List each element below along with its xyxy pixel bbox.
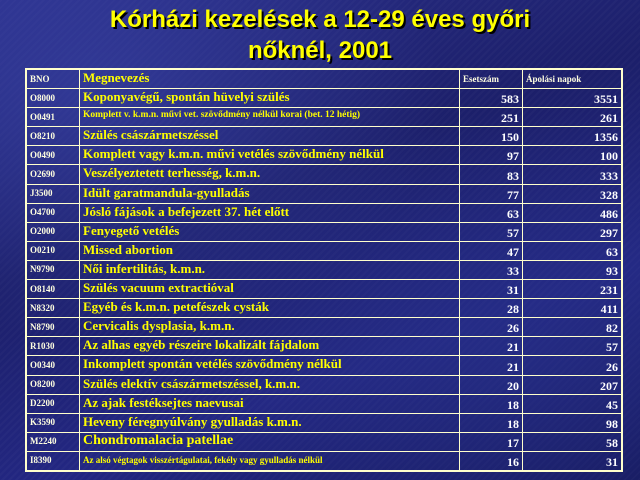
bno-cell: O8000 bbox=[27, 89, 80, 108]
slide-title-line-1: Kórházi kezelések a 12-29 éves győri bbox=[109, 6, 531, 33]
days-cell: 1356 bbox=[523, 127, 622, 146]
table-row bbox=[27, 184, 622, 203]
days-cell: 328 bbox=[523, 184, 622, 203]
bno-cell: J3500 bbox=[27, 184, 80, 203]
table-row bbox=[27, 241, 622, 260]
name-cell: Az alhas egyéb részeire lokalizált fájdalom bbox=[80, 337, 460, 356]
table-row bbox=[27, 375, 622, 394]
bno-cell: D2200 bbox=[27, 394, 80, 413]
name-cell: Jósló fájások a befejezett 37. hét előtt bbox=[80, 203, 460, 222]
name-cell: Idült garatmandula-gyulladás bbox=[80, 184, 460, 203]
table-row bbox=[27, 394, 622, 413]
name-cell: Inkomplett spontán vetélés szövődmény nélkül bbox=[80, 356, 460, 375]
cases-cell: 26 bbox=[460, 318, 523, 337]
cases-cell: 21 bbox=[460, 356, 523, 375]
cases-cell: 150 bbox=[460, 127, 523, 146]
name-cell: Veszélyeztetett terhesség, k.m.n. bbox=[80, 165, 460, 184]
bno-cell: M2240 bbox=[27, 432, 80, 451]
cases-cell: 21 bbox=[460, 337, 523, 356]
name-cell: Az ajak festéksejtes naevusai bbox=[80, 394, 460, 413]
table-row bbox=[27, 127, 622, 146]
cases-cell: 57 bbox=[460, 222, 523, 241]
cases-cell: 63 bbox=[460, 203, 523, 222]
cases-cell: 17 bbox=[460, 432, 523, 451]
cases-cell: 97 bbox=[460, 146, 523, 165]
days-cell: 93 bbox=[523, 260, 622, 279]
cases-cell: 583 bbox=[460, 89, 523, 108]
table-row bbox=[27, 299, 622, 318]
cases-cell: 77 bbox=[460, 184, 523, 203]
table-row bbox=[27, 413, 622, 432]
name-cell: Az alsó végtagok visszértágulatai, fekély vagy gyulladás nélkül bbox=[80, 451, 460, 470]
days-cell: 63 bbox=[523, 241, 622, 260]
bno-cell: O8200 bbox=[27, 375, 80, 394]
bno-cell: O0340 bbox=[27, 356, 80, 375]
cases-cell: 33 bbox=[460, 260, 523, 279]
cases-cell: 18 bbox=[460, 413, 523, 432]
name-cell: Heveny féregnyúlvány gyulladás k.m.n. bbox=[80, 413, 460, 432]
header-name: Megnevezés bbox=[80, 70, 460, 89]
cases-cell: 83 bbox=[460, 165, 523, 184]
table-row bbox=[27, 451, 622, 470]
bno-cell: R1030 bbox=[27, 337, 80, 356]
days-cell: 31 bbox=[523, 451, 622, 470]
name-cell: Szülés elektív császármetszéssel, k.m.n. bbox=[80, 375, 460, 394]
cases-cell: 47 bbox=[460, 241, 523, 260]
table-row bbox=[27, 337, 622, 356]
days-cell: 57 bbox=[523, 337, 622, 356]
treatments-table bbox=[25, 68, 623, 472]
days-cell: 231 bbox=[523, 280, 622, 299]
bno-cell: O4700 bbox=[27, 203, 80, 222]
bno-cell: O2690 bbox=[27, 165, 80, 184]
days-cell: 45 bbox=[523, 394, 622, 413]
table-row bbox=[27, 89, 622, 108]
days-cell: 82 bbox=[523, 318, 622, 337]
days-cell: 207 bbox=[523, 375, 622, 394]
header-days: Ápolási napok bbox=[523, 70, 622, 89]
cases-cell: 16 bbox=[460, 451, 523, 470]
bno-cell: N8790 bbox=[27, 318, 80, 337]
table-row bbox=[27, 318, 622, 337]
name-cell: Egyéb és k.m.n. petefészek cysták bbox=[80, 299, 460, 318]
slide-title bbox=[0, 4, 640, 66]
days-cell: 297 bbox=[523, 222, 622, 241]
days-cell: 98 bbox=[523, 413, 622, 432]
name-cell: Cervicalis dysplasia, k.m.n. bbox=[80, 318, 460, 337]
cases-cell: 28 bbox=[460, 299, 523, 318]
table-row bbox=[27, 356, 622, 375]
bno-cell: O8140 bbox=[27, 280, 80, 299]
header-cases: Esetszám bbox=[460, 70, 523, 89]
days-cell: 26 bbox=[523, 356, 622, 375]
bno-cell: K3590 bbox=[27, 413, 80, 432]
name-cell: Női infertilitás, k.m.n. bbox=[80, 260, 460, 279]
treatments-table-grid bbox=[26, 69, 622, 471]
name-cell: Koponyavégű, spontán hüvelyi szülés bbox=[80, 89, 460, 108]
days-cell: 100 bbox=[523, 146, 622, 165]
table-row bbox=[27, 280, 622, 299]
bno-cell: O2000 bbox=[27, 222, 80, 241]
name-cell: Missed abortion bbox=[80, 241, 460, 260]
bno-cell: I8390 bbox=[27, 451, 80, 470]
table-row bbox=[27, 146, 622, 165]
cases-cell: 18 bbox=[460, 394, 523, 413]
cases-cell: 31 bbox=[460, 280, 523, 299]
bno-cell: O0210 bbox=[27, 241, 80, 260]
days-cell: 3551 bbox=[523, 89, 622, 108]
table-row bbox=[27, 165, 622, 184]
days-cell: 58 bbox=[523, 432, 622, 451]
days-cell: 486 bbox=[523, 203, 622, 222]
header-bno: BNO bbox=[27, 70, 80, 89]
name-cell: Komplett v. k.m.n. művi vet. szövődmény nélkül korai (bet. 12 hétig) bbox=[80, 108, 460, 127]
table-row bbox=[27, 222, 622, 241]
table-row bbox=[27, 203, 622, 222]
bno-cell: O0490 bbox=[27, 146, 80, 165]
name-cell: Szülés császármetszéssel bbox=[80, 127, 460, 146]
name-cell: Szülés vacuum extractióval bbox=[80, 280, 460, 299]
days-cell: 411 bbox=[523, 299, 622, 318]
bno-cell: O8210 bbox=[27, 127, 80, 146]
name-cell: Fenyegető vetélés bbox=[80, 222, 460, 241]
slide-title-line-2: nőknél, 2001 bbox=[247, 37, 393, 64]
cases-cell: 251 bbox=[460, 108, 523, 127]
bno-cell: N9790 bbox=[27, 260, 80, 279]
cases-cell: 20 bbox=[460, 375, 523, 394]
days-cell: 333 bbox=[523, 165, 622, 184]
name-cell: Komplett vagy k.m.n. művi vetélés szövődmény nélkül bbox=[80, 146, 460, 165]
days-cell: 261 bbox=[523, 108, 622, 127]
bno-cell: O0491 bbox=[27, 108, 80, 127]
name-cell: Chondromalacia patellae bbox=[80, 432, 460, 451]
table-row bbox=[27, 432, 622, 451]
table-header-row bbox=[27, 70, 622, 89]
table-row bbox=[27, 108, 622, 127]
bno-cell: N8320 bbox=[27, 299, 80, 318]
table-row bbox=[27, 260, 622, 279]
